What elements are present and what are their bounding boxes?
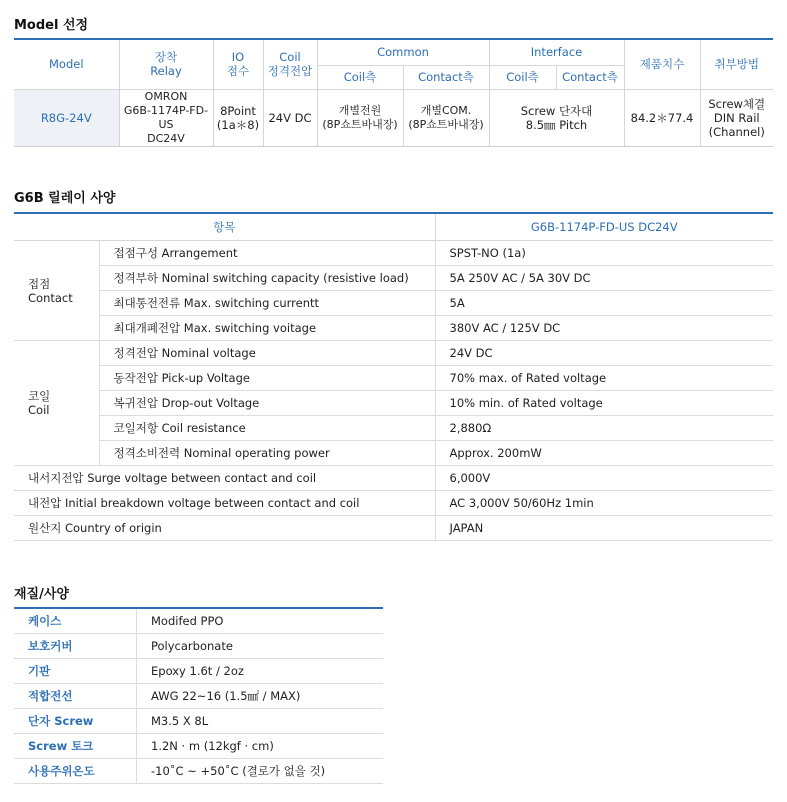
spec-row-label: 내전압 Initial breakdown voltage between contact and coil bbox=[14, 491, 435, 516]
spec-row-label: 최대개폐전압 Max. switching voitage bbox=[99, 316, 435, 341]
material-table bbox=[14, 607, 383, 784]
header-io: IO 점수 bbox=[213, 39, 263, 89]
material-row-label: Screw 토크 bbox=[14, 734, 137, 759]
header-mount: 취부방법 bbox=[700, 39, 773, 89]
interface-cell: Screw 단자대 8.5㎜ Pitch bbox=[489, 89, 624, 146]
material-row-value: Epoxy 1.6t / 2oz bbox=[137, 659, 384, 684]
material-row-value: Polycarbonate bbox=[137, 634, 384, 659]
group-coil: 코일 Coil bbox=[14, 341, 99, 466]
material-row-label: 보호커버 bbox=[14, 634, 137, 659]
header-coil: Coil 정격전압 bbox=[263, 39, 317, 89]
group-contact: 접점 Contact bbox=[14, 241, 99, 341]
spec-row-label: 접점구성 Arrangement bbox=[99, 241, 435, 266]
spec-row-label: 내서지전압 Surge voltage between contact and coil bbox=[14, 466, 435, 491]
spec-row-label: 정격소비전력 Nominal operating power bbox=[99, 441, 435, 466]
header-common-coil: Coil측 bbox=[317, 65, 403, 89]
spec-table bbox=[14, 212, 773, 541]
spec-row-label: 정격전압 Nominal voltage bbox=[99, 341, 435, 366]
coil-cell: 24V DC bbox=[263, 89, 317, 146]
material-row-value: -10˚C ~ +50˚C (결로가 없을 것) bbox=[137, 759, 384, 784]
material-row-value: M3.5 X 8L bbox=[137, 709, 384, 734]
spec-row-value: JAPAN bbox=[435, 516, 773, 541]
model-name: R8G-24V bbox=[14, 89, 119, 146]
spec-row-value: 380V AC / 125V DC bbox=[435, 316, 773, 341]
spec-row-label: 복귀전압 Drop-out Voltage bbox=[99, 391, 435, 416]
relay-cell: OMRON G6B-1174P-FD-US DC24V bbox=[119, 89, 213, 146]
header-relay: 장착 Relay bbox=[119, 39, 213, 89]
spec-row-label: 정격부하 Nominal switching capacity (resistive load) bbox=[99, 266, 435, 291]
spec-row-value: Approx. 200mW bbox=[435, 441, 773, 466]
header-common: Common bbox=[317, 39, 489, 65]
material-row-label: 케이스 bbox=[14, 608, 137, 634]
mount-cell: Screw체결 DIN Rail (Channel) bbox=[700, 89, 773, 146]
spec-row-value: AC 3,000V 50/60Hz 1min bbox=[435, 491, 773, 516]
header-common-contact: Contact측 bbox=[403, 65, 489, 89]
spec-row-value: SPST-NO (1a) bbox=[435, 241, 773, 266]
material-row-value: Modifed PPO bbox=[137, 608, 384, 634]
material-row-value: AWG 22~16 (1.5㎟ / MAX) bbox=[137, 684, 384, 709]
material-row-label: 단자 Screw bbox=[14, 709, 137, 734]
model-table bbox=[14, 38, 773, 147]
common-coil-cell: 개별전원 (8P쇼트바내장) bbox=[317, 89, 403, 146]
size-cell: 84.2＊77.4 bbox=[624, 89, 700, 146]
header-interface: Interface bbox=[489, 39, 624, 65]
material-row-label: 적합전선 bbox=[14, 684, 137, 709]
spec-row-label: 코일저항 Coil resistance bbox=[99, 416, 435, 441]
spec-row-value: 70% max. of Rated voltage bbox=[435, 366, 773, 391]
header-model: Model bbox=[14, 39, 119, 89]
io-cell: 8Point (1a＊8) bbox=[213, 89, 263, 146]
header-interface-contact: Contact측 bbox=[556, 65, 624, 89]
model-section-title: Model 선정 bbox=[14, 18, 89, 33]
common-contact-cell: 개별COM. (8P쇼트바내장) bbox=[403, 89, 489, 146]
spec-row-label: 최대통전전류 Max. switching currentt bbox=[99, 291, 435, 316]
spec-section-title: G6B 릴레이 사양 bbox=[14, 191, 116, 206]
spec-row-value: 6,000V bbox=[435, 466, 773, 491]
material-section-title: 재질/사양 bbox=[14, 587, 69, 602]
spec-row-label: 원산지 Country of origin bbox=[14, 516, 435, 541]
spec-row-value: 2,880Ω bbox=[435, 416, 773, 441]
spec-row-value: 5A 250V AC / 5A 30V DC bbox=[435, 266, 773, 291]
spec-row-value: 10% min. of Rated voltage bbox=[435, 391, 773, 416]
spec-row-value: 24V DC bbox=[435, 341, 773, 366]
material-row-label: 기판 bbox=[14, 659, 137, 684]
spec-header-value: G6B-1174P-FD-US DC24V bbox=[435, 213, 773, 241]
header-interface-coil: Coil측 bbox=[489, 65, 556, 89]
spec-row-label: 동작전압 Pick-up Voltage bbox=[99, 366, 435, 391]
material-row-label: 사용주위온도 bbox=[14, 759, 137, 784]
spec-header-item: 항목 bbox=[14, 213, 435, 241]
spec-row-value: 5A bbox=[435, 291, 773, 316]
material-row-value: 1.2N · m (12kgf · cm) bbox=[137, 734, 384, 759]
header-size: 제품치수 bbox=[624, 39, 700, 89]
